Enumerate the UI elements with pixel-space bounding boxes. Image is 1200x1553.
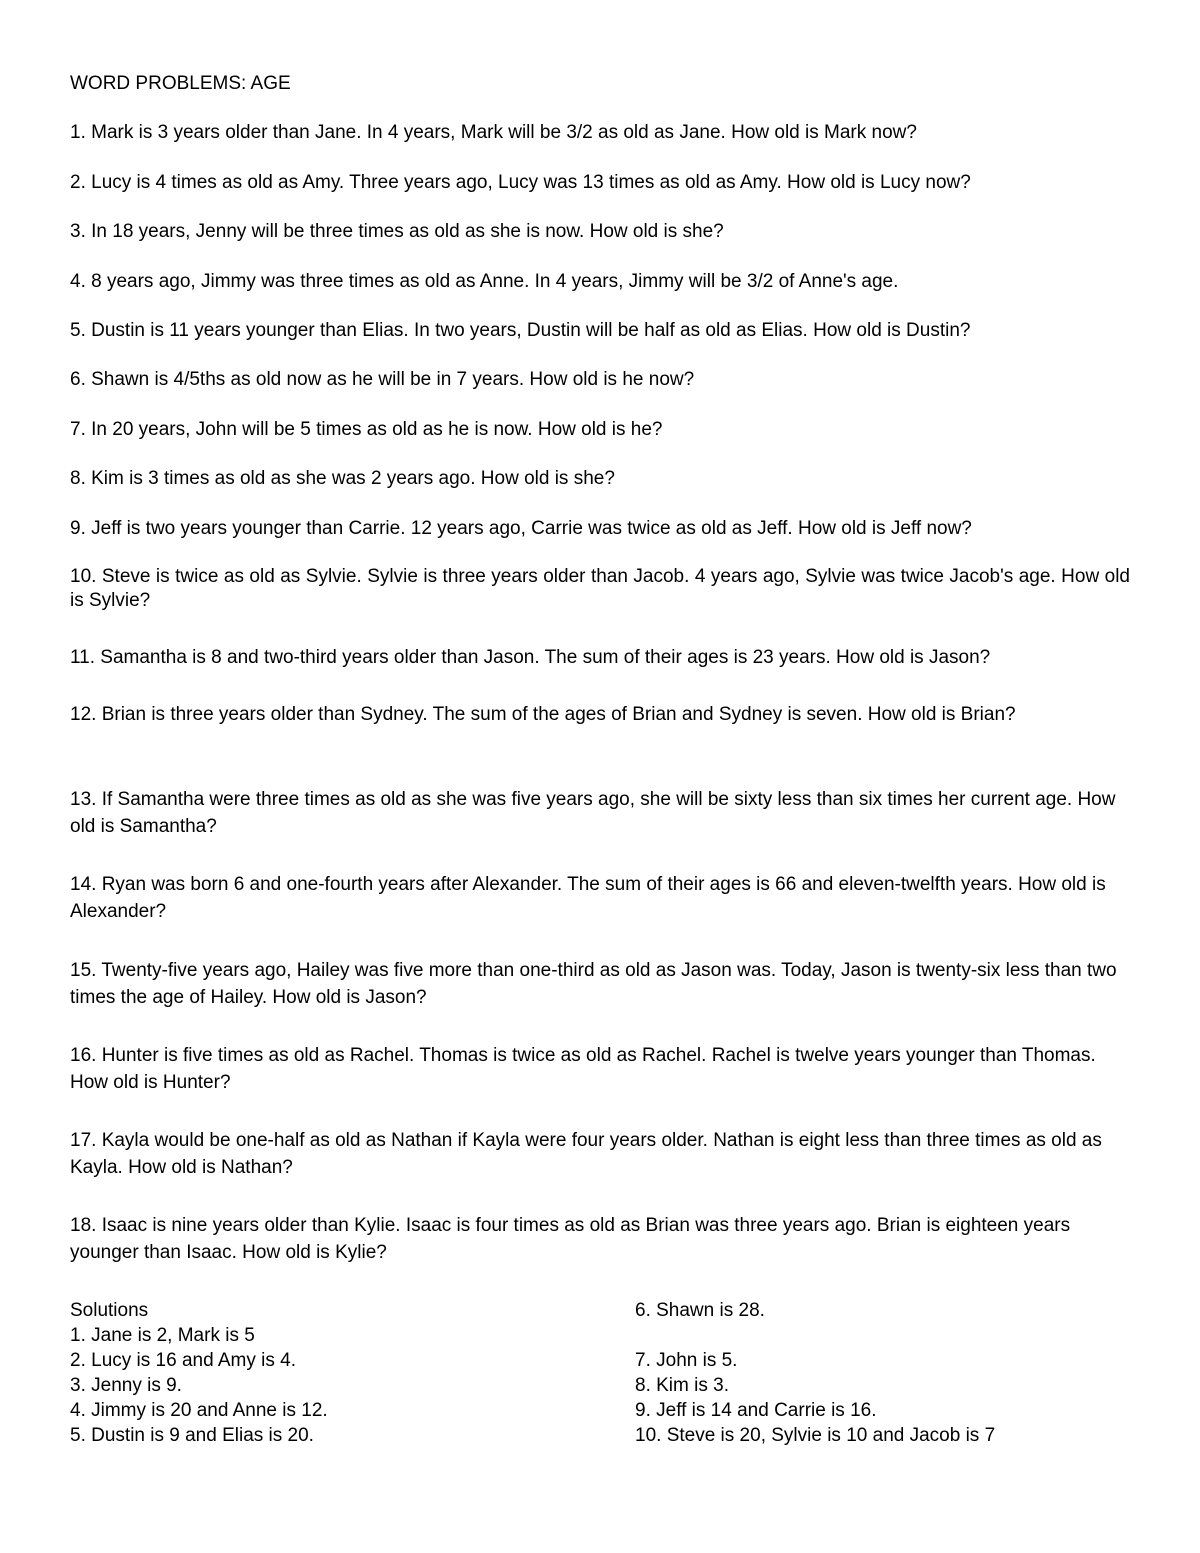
problem-4: 4. 8 years ago, Jimmy was three times as old as Anne. In 4 years, Jimmy will be 3/2 of Anne's age. (70, 271, 899, 292)
solution-5: 5. Dustin is 9 and Elias is 20. (70, 1425, 314, 1446)
problem-2: 2. Lucy is 4 times as old as Amy. Three years ago, Lucy was 13 times as old as Amy. How old is Lucy now? (70, 172, 971, 193)
solution-10: 10. Steve is 20, Sylvie is 10 and Jacob is 7 (635, 1425, 996, 1446)
problem-5: 5. Dustin is 11 years younger than Elias. In two years, Dustin will be half as old as Elias. How old is Dustin? (70, 320, 971, 341)
solution-6: 6. Shawn is 28. (635, 1300, 765, 1321)
problem-1: 1. Mark is 3 years older than Jane. In 4 years, Mark will be 3/2 as old as Jane. How old is Mark now? (70, 122, 917, 143)
problem-17: 17. Kayla would be one-half as old as Nathan if Kayla were four years older. Nathan is eight less than three times as old as Kayla. How old is Nathan? (70, 1130, 1102, 1178)
problem-3: 3. In 18 years, Jenny will be three times as old as she is now. How old is she? (70, 221, 724, 242)
problem-6: 6. Shawn is 4/5ths as old now as he will be in 7 years. How old is he now? (70, 369, 695, 390)
problem-8: 8. Kim is 3 times as old as she was 2 years ago. How old is she? (70, 468, 615, 489)
solution-1: 1. Jane is 2, Mark is 5 (70, 1325, 255, 1346)
problem-11: 11. Samantha is 8 and two-third years older than Jason. The sum of their ages is 23 years. How old is Jason? (70, 647, 991, 668)
problem-13: 13. If Samantha were three times as old as she was five years ago, she will be sixty less than six times her current age. How old is Samantha? (70, 789, 1116, 837)
solution-spacer (635, 1323, 995, 1348)
problem-12: 12. Brian is three years older than Sydney. The sum of the ages of Brian and Sydney is seven. How old is Brian? (70, 704, 1016, 725)
solution-4: 4. Jimmy is 20 and Anne is 12. (70, 1400, 328, 1421)
solutions-heading: Solutions (70, 1300, 149, 1321)
problem-15: 15. Twenty-five years ago, Hailey was five more than one-third as old as Jason was. Today, Jason is twenty-six less than two times the age of Hailey. How old is Jason? (70, 960, 1117, 1008)
problem-14: 14. Ryan was born 6 and one-fourth years after Alexander. The sum of their ages is 66 and eleven-twelfth years. How old is Alexander? (70, 874, 1106, 922)
solution-7: 7. John is 5. (635, 1350, 738, 1371)
problem-9: 9. Jeff is two years younger than Carrie. 12 years ago, Carrie was twice as old as Jeff. How old is Jeff now? (70, 518, 972, 539)
solution-8: 8. Kim is 3. (635, 1375, 729, 1396)
solution-3: 3. Jenny is 9. (70, 1375, 182, 1396)
solutions-left-column (70, 1298, 328, 1448)
solution-2: 2. Lucy is 16 and Amy is 4. (70, 1350, 297, 1371)
solution-9: 9. Jeff is 14 and Carrie is 16. (635, 1400, 877, 1421)
problem-18: 18. Isaac is nine years older than Kylie. Isaac is four times as old as Brian was three years ago. Brian is eighteen years younger than Isaac. How old is Kylie? (70, 1215, 1071, 1263)
solutions-right-column (635, 1298, 995, 1448)
problem-7: 7. In 20 years, John will be 5 times as old as he is now. How old is he? (70, 419, 663, 440)
page-title: WORD PROBLEMS: AGE (70, 73, 291, 94)
problem-16: 16. Hunter is five times as old as Rachel. Thomas is twice as old as Rachel. Rachel is twelve years younger than Thomas. How old is Hunter? (70, 1045, 1096, 1093)
problem-10: 10. Steve is twice as old as Sylvie. Sylvie is three years older than Jacob. 4 years ago, Sylvie was twice Jacob's age. How old is Sylvie? (70, 566, 1130, 611)
